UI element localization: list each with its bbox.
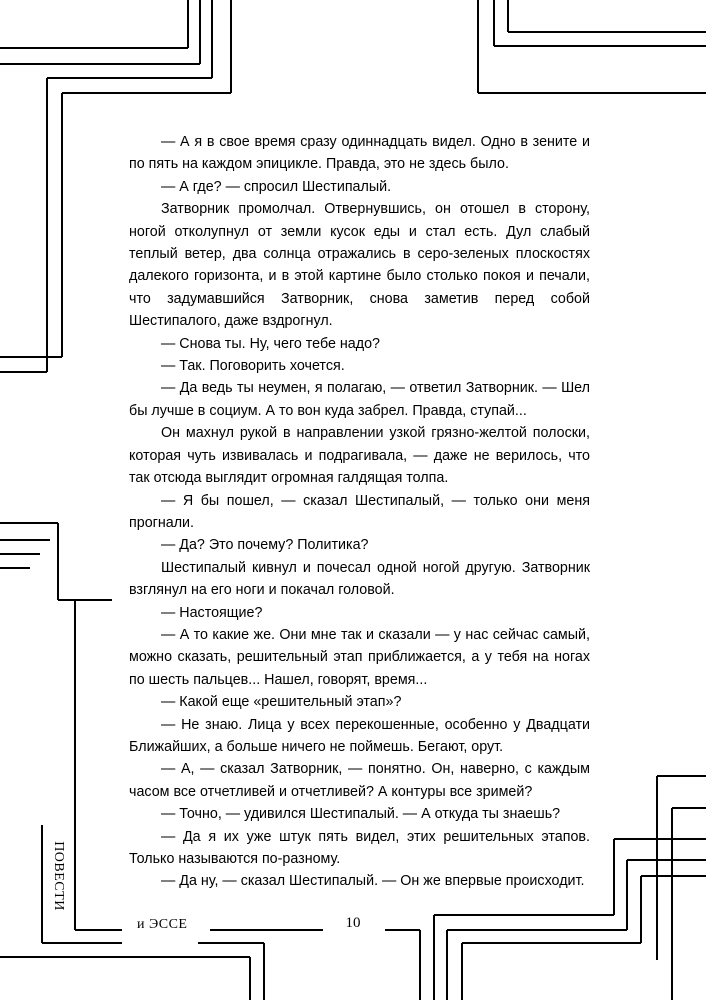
paragraph: — Какой еще «решительный этап»? — [161, 694, 402, 711]
paragraph: — Да? Это почему? Политика? — [161, 537, 369, 554]
paragraph: — Да ведь ты неумен, я полагаю, — ответил Затворник. — Шел бы лучше в социум. А то вон куда забрел. Правда, ступай... — [129, 380, 590, 419]
paragraph: — Не знаю. Лица у всех перекошенные, особенно у Двадцати Ближайших, а больше ничего не поймешь. Бегают, орут. — [129, 716, 590, 755]
paragraph: — Настоящие? — [161, 604, 263, 621]
page-number: 10 — [345, 915, 361, 931]
paragraph: — А, — сказал Затворник, — понятно. Он, наверно, с каждым часом все отчетливей и отчетливей? А контуры все зримей? — [129, 761, 590, 800]
paragraph: Затворник промолчал. Отвернувшись, он отошел в сторону, ногой отколупнул от земли кусок еды и стал есть. Дул слабый теплый ветер, два солнца отражались в серо-зеленых плоскостях далекого горизонта, и в этой картине было столько покоя и печали, что задумавшийся Затворник, снова заметив перед собой Шестипалого, даже вздрогнул. — [129, 201, 590, 330]
running-title: и ЭССЕ — [137, 917, 188, 932]
section-label-text: ПОВЕСТИ — [51, 841, 66, 911]
paragraph: Он махнул рукой в направлении узкой грязно-желтой полоски, которая чуть извивалась и подрагивала, — даже не верилось, что так отсюда выглядит огромная галдящая толпа. — [129, 425, 590, 487]
paragraph: — Снова ты. Ну, чего тебе надо? — [161, 335, 380, 352]
paragraph: Шестипалый кивнул и почесал одной ногой другую. Затворник взглянул на его ноги и покачал головой. — [129, 559, 590, 599]
paragraph: — Я бы пошел, — сказал Шестипалый, — только они меня прогнали. — [129, 492, 590, 531]
main-text — [129, 131, 590, 893]
paragraph: — Да я их уже штук пять видел, этих решительных этапов. Только называются по-разному. — [129, 828, 590, 867]
paragraph: — Точно, — удивился Шестипалый. — А откуда ты знаешь? — [161, 806, 561, 823]
paragraph: — А то какие же. Они мне так и сказали — у нас сейчас самый, можно сказать, решительный этап приближается, а у тебя на ногах по шесть пальцев... Нашел, говорят, время... — [129, 626, 590, 688]
section-label — [36, 834, 80, 918]
paragraph: — А я в свое время сразу одиннадцать видел. Одно в зените и по пять на каждом эпицикле. Правда, это не здесь было. — [129, 134, 590, 173]
paragraph: — Так. Поговорить хочется. — [161, 358, 345, 375]
paragraph: — Да ну, — сказал Шестипалый. — Он же впервые происходит. — [161, 873, 585, 890]
paragraph: — А где? — спросил Шестипалый. — [161, 178, 392, 195]
